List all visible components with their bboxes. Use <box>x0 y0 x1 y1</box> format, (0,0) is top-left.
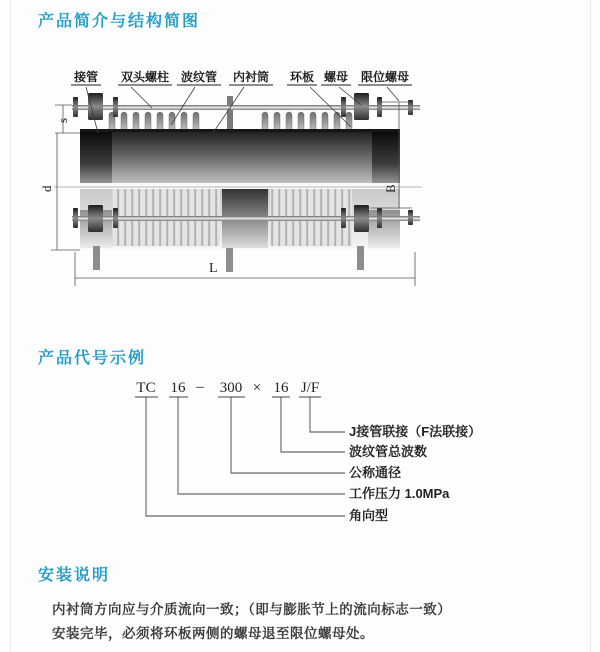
dim-B: B <box>383 184 398 193</box>
end-hub-right <box>368 210 400 248</box>
dim-d: d <box>39 185 54 192</box>
callout-waves: 波纹管总波数 <box>349 444 428 459</box>
nut-top-right <box>354 93 369 120</box>
pipe-end-right <box>372 132 400 185</box>
install-instructions <box>52 598 532 646</box>
section-title-code: 产品代号示例 <box>38 350 147 367</box>
code-pressure: 16 <box>170 380 186 396</box>
code-waves: 16 <box>273 380 289 396</box>
section-title-intro: 产品简介与结构简图 <box>38 13 201 30</box>
callout-diameter: 公称通径 <box>349 465 402 480</box>
part-label-limit-nut: 限位螺母 <box>360 70 410 84</box>
code-connection: J/F <box>300 380 320 396</box>
dim-L: L <box>209 261 218 276</box>
install-line-2: 安装完毕，必须将环板两侧的螺母退至限位螺母处。 <box>52 626 374 641</box>
code-dash: – <box>196 379 204 395</box>
upper-body <box>72 93 420 185</box>
part-label-ring-plate: 环板 <box>289 70 315 84</box>
part-label-nut: 螺母 <box>323 70 349 84</box>
code-connectors <box>146 397 345 516</box>
callout-connection: J接管联接（F法联接） <box>349 424 482 439</box>
page-edge-right <box>590 0 591 652</box>
code-times: × <box>252 380 262 396</box>
part-label-stud: 双头螺柱 <box>120 70 170 84</box>
callout-type: 角向型 <box>349 508 389 523</box>
callout-pressure: 工作压力 1.0MPa <box>349 486 450 501</box>
code-example-diagram <box>120 372 520 532</box>
center-stud-top <box>227 96 233 134</box>
dim-s: s <box>55 117 70 123</box>
part-label-pipe: 接管 <box>73 70 99 84</box>
stud-center <box>226 248 233 272</box>
code-diameter: 300 <box>219 380 243 396</box>
part-label-liner: 内衬筒 <box>232 70 270 84</box>
shell <box>80 132 400 185</box>
part-label-bellows: 波纹管 <box>180 70 218 84</box>
nut-bottom-left <box>88 205 103 232</box>
nut-top-left <box>88 93 103 120</box>
pipe-end-left <box>80 132 112 185</box>
install-line-1: 内衬筒方向应与介质流向一致；（即与膨胀节上的流向标志一致） <box>52 602 452 617</box>
lower-section <box>72 189 420 272</box>
code-type: TC <box>136 380 156 396</box>
page-edge-left <box>10 0 11 652</box>
stud-right <box>357 246 364 270</box>
nut-bottom-right <box>354 205 369 232</box>
structure-diagram <box>38 60 468 310</box>
section-title-install: 安装说明 <box>38 567 111 584</box>
limit-nut-top-right <box>377 97 382 117</box>
stud-left <box>93 246 100 270</box>
